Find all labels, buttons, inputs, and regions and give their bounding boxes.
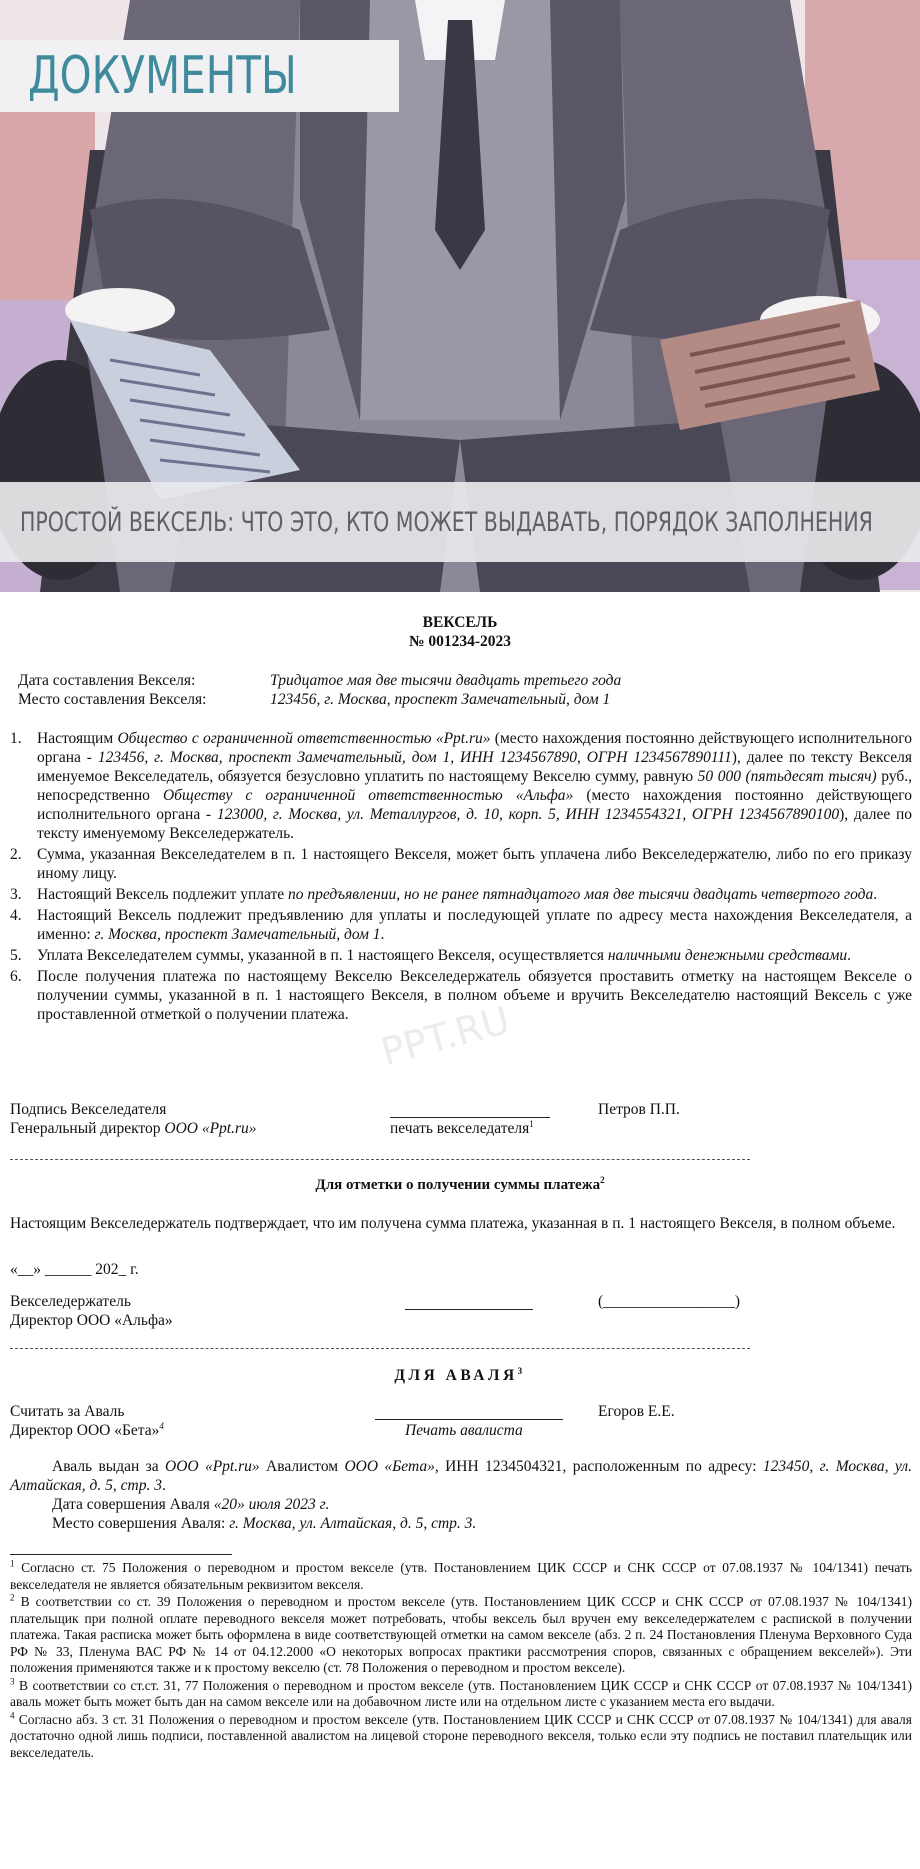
drawer-stamp-caption: печать векселедателя$^1$ (390, 1118, 534, 1137)
text-run: (место нахождения постоянно действующего исполнительного органа - (37, 730, 912, 766)
text-run: г. Москва, проспект Замечательный, дом 1 (94, 926, 381, 943)
text-run: Уплата Векселедателем суммы, указанной в п. 1 настоящего Векселя, осуществляется (37, 947, 608, 964)
document-title: ВЕКСЕЛЬ (422, 614, 498, 631)
receipt-section-title: Для отметки о получении суммы платежа$^2$ (315, 1175, 605, 1193)
footnote-text: Согласно ст. 75 Положения о переводном и простом векселе (утв. Постановлением ЦИК СССР и СНК СССР от 07.08.1937 № 104/1341) печать векселедателя не является обязательным реквизитом векселя. (10, 1560, 913, 1592)
text-run: (место нахождения постоянно действующего исполнительного органа - (37, 787, 912, 823)
aval-stamp-caption: Печать авалиста (405, 1422, 523, 1439)
term-number: 5. (10, 947, 22, 964)
footnote-number: 1 (10, 1558, 15, 1569)
text-run: Настоящим (37, 730, 118, 747)
holder-name-blank: (_________________) (598, 1293, 741, 1310)
hero-illustration (0, 0, 920, 592)
term-item (10, 729, 912, 843)
footnote (10, 1712, 912, 1762)
term-item (10, 906, 912, 944)
aval-section-title: ДЛЯ АВАЛЯ$^3$ (394, 1365, 526, 1384)
receipt-text: Настоящим Векселедержатель подтверждает, что им получена сумма платежа, указанная в п. 1 настоящего Векселя, в полном объеме. (10, 1215, 896, 1232)
issue-place-label: Место составления Векселя: (18, 691, 207, 708)
holder-role: Директор ООО «Альфа» (10, 1312, 173, 1329)
footnotes (10, 1560, 912, 1762)
aval-date: Дата совершения Аваля «20» июля 2023 г. (52, 1496, 330, 1513)
text-run: Общество с ограниченной ответственностью «Ppt.ru» (117, 730, 491, 747)
issue-place-value: 123456, г. Москва, проспект Замечательный, дом 1 (270, 691, 611, 708)
text-run: . (380, 926, 385, 943)
term-text (37, 885, 912, 904)
text-run: ), далее по тексту именуемому Векселедержатель. (37, 806, 913, 842)
footnote-number: 4 (10, 1710, 15, 1720)
text-run: После получения платежа по настоящему Векселю Векселедержатель обязуется проставить отметку на настоящем Векселе о получении суммы, указанной в п. 1 настоящего Векселя, в полном объеме и вручить Векселедателю настоящий Вексель с уже проставленной отметкой о получении платежа. (37, 968, 912, 1023)
footnote-text: В соответствии со ст. 39 Положения о переводном и простом векселе (утв. Постановлением ЦИК СССР и СНК СССР от 07.08.1937 № 104/1341) плательщик при полной оплате переводного векселя может потребовать, чтобы вексель был вручен ему векселедержателем с распиской в получении платежа. Такая расписка может быть оформлена в виде соответствующей отметки на самом векселе (абз. 2 п. 24 Постановления Пленума Верховного Суда РФ № 33, Пленума ВАС РФ № 14 от 04.12.2000 «О некоторых вопросах практики рассмотрения споров, связанных с обращением векселей»). Эти положения применяются также и к простому векселю (ст. 78 Положения о переводном и простом векселе). (10, 1594, 913, 1675)
footnote (10, 1560, 912, 1593)
footnote (10, 1594, 912, 1677)
term-number: 1. (10, 730, 22, 747)
holder-signature-line (405, 1309, 533, 1310)
term-item (10, 885, 912, 904)
text-run: ООО «Ppt.ru» (165, 1458, 260, 1475)
text-run: Настоящий Вексель подлежит уплате (37, 886, 289, 903)
cut-line (10, 1159, 750, 1160)
document-number: № 001234-2023 (408, 633, 512, 650)
text-run: 123000, г. Москва, ул. Металлургов, д. 10, корп. 5, ИНН 1234554321, ОГРН 1234567890100 (216, 806, 840, 823)
footnote-separator (10, 1554, 232, 1555)
text-run: . (847, 947, 852, 964)
drawer-signature-label: Подпись Векселедателя (10, 1101, 167, 1118)
footnote-text: Согласно абз. 3 ст. 31 Положения о переводном и простом векселе (утв. Постановлением ЦИК СССР и СНК СССР от 07.08.1937 № 104/1341) для аваля достаточно одной лишь подписи, поставленной авалистом на лицевой стороне переводного векселя, только если эту подпись не поставил плательщик или векселедатель. (10, 1711, 912, 1760)
aval-place: Место совершения Аваля: г. Москва, ул. Алтайская, д. 5, стр. 3. (52, 1515, 477, 1532)
term-text (37, 906, 912, 944)
terms-list (10, 729, 912, 1026)
issue-date-value: Тридцатое мая две тысячи двадцать третьего года (270, 672, 622, 689)
term-number: 3. (10, 886, 22, 903)
term-number: 6. (10, 968, 22, 985)
text-run: 123456, г. Москва, проспект Замечательный, дом 1, ИНН 1234567890, ОГРН 1234567890111 (97, 749, 732, 766)
text-run: 123450, г. Москва, ул. Алтайская, д. 5, стр. 3 (10, 1458, 912, 1494)
footnote-number: 2 (10, 1592, 15, 1603)
text-run: Настоящий Вексель подлежит предъявлению для уплаты и последующей уплате по адресу места нахождения Векселедателя, а именно: (37, 907, 912, 943)
text-run: Сумма, указанная Векселедателем в п. 1 настоящего Векселя, может быть уплачена либо Векселедержателю, либо по его приказу иному лицу. (37, 846, 912, 882)
text-run: ), далее по тексту Векселя именуемое Векселедатель, обязуется безусловно уплатить по настоящему Векселю сумму, равную (37, 749, 913, 785)
drawer-role: Генеральный директор ООО «Ppt.ru» (10, 1120, 257, 1137)
term-text (37, 946, 912, 965)
term-item (10, 845, 912, 883)
text-run: наличными денежными средствами (607, 947, 848, 964)
article-title: ПРОСТОЙ ВЕКСЕЛЬ: ЧТО ЭТО, КТО МОЖЕТ ВЫДАВАТЬ, ПОРЯДОК ЗАПОЛНЕНИЯ (20, 506, 873, 538)
article-title-banner (0, 482, 920, 562)
holder-label: Векселедержатель (10, 1293, 131, 1310)
receipt-date: «__» ______ 202_ г. (10, 1261, 139, 1278)
text-run: Авалистом (259, 1458, 345, 1475)
aval-label: Считать за Аваль (10, 1403, 125, 1420)
signature-line (390, 1117, 550, 1118)
term-number: 2. (10, 846, 22, 863)
text-run: , ИНН 1234504321, расположенным по адресу: (434, 1458, 763, 1475)
text-run: Аваль выдан за (52, 1458, 166, 1475)
aval-signature-line (375, 1419, 563, 1420)
text-run: Обществу с ограниченной ответственностью «Альфа» (162, 787, 574, 804)
drawer-name: Петров П.П. (598, 1101, 680, 1118)
text-run: . (873, 886, 878, 903)
aval-role: Директор ООО «Бета»$^4$ (10, 1420, 164, 1439)
text-run: 50 000 (пятьдесят тысяч) (697, 768, 877, 785)
category-tag[interactable] (0, 40, 399, 112)
term-number: 4. (10, 907, 22, 924)
text-run: руб., непосредственно (37, 768, 913, 804)
aval-text (10, 1457, 912, 1495)
text-run: ООО «Бета» (344, 1458, 435, 1475)
watermark: PPT.RU (376, 997, 515, 1075)
footnote-number: 3 (10, 1676, 15, 1686)
category-tag-label: ДОКУМЕНТЫ (28, 46, 297, 106)
footnote-text: В соответствии со ст.ст. 31, 77 Положения о переводном и простом векселе (утв. Постановлением ЦИК СССР и СНК СССР от 07.08.1937 № 104/1341) аваль может быть может быть дан на самом векселе или на добавочном листе или на отдельном листе с указанием места его выдачи. (10, 1677, 912, 1709)
aval-name: Егоров Е.Е. (598, 1403, 675, 1420)
term-text (37, 729, 912, 843)
issue-date-label: Дата составления Векселя: (18, 672, 196, 689)
text-run: по предъявлении, но не ранее пятнадцатого мая две тысячи двадцать четвертого года (288, 886, 874, 903)
text-run: . (161, 1477, 166, 1494)
term-text (37, 845, 912, 883)
cut-line-2 (10, 1348, 750, 1349)
term-item (10, 946, 912, 965)
footnote (10, 1678, 912, 1711)
